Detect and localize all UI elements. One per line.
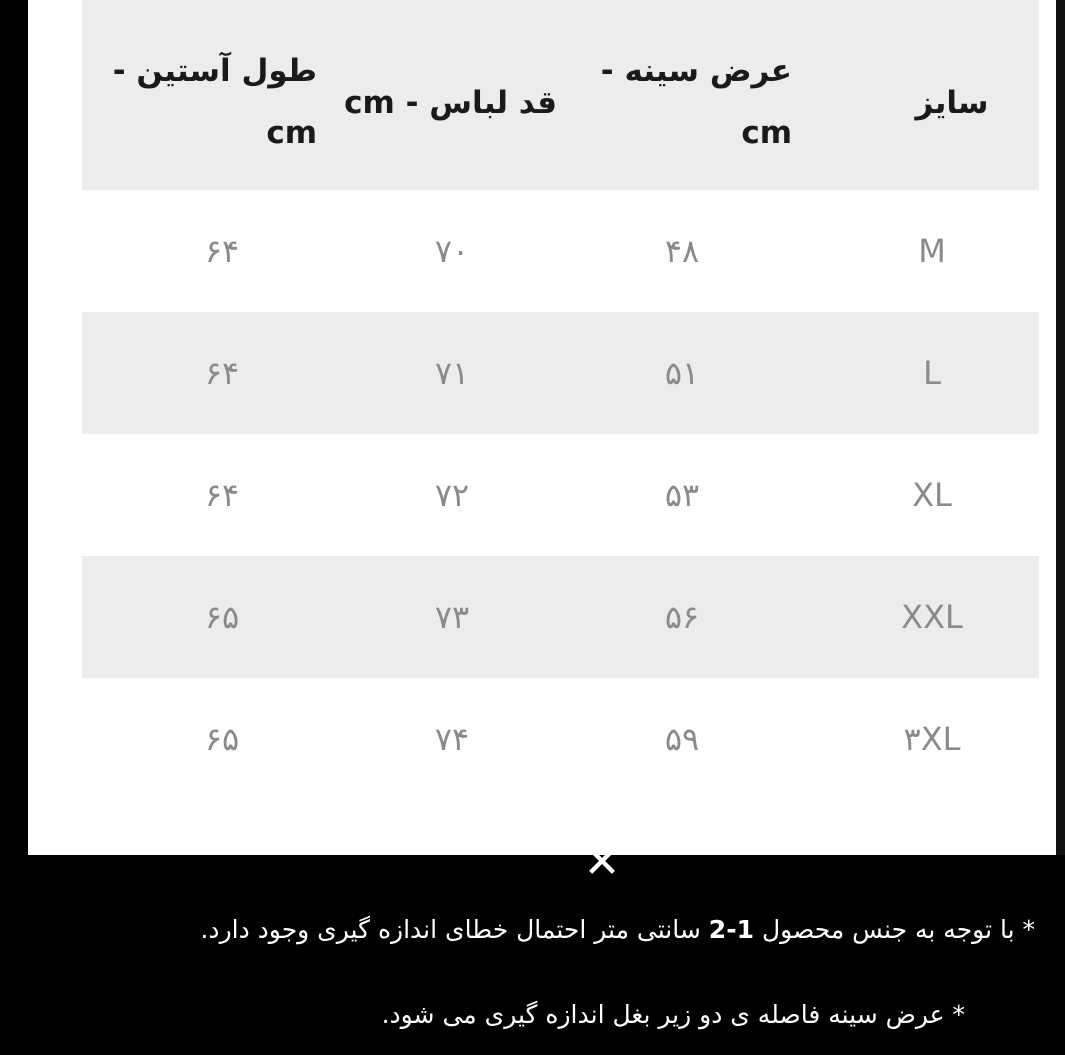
cell-size: XL <box>912 476 952 514</box>
cell-size: XXL <box>901 598 963 636</box>
table-row <box>82 190 1039 312</box>
table-row <box>82 556 1039 678</box>
cell-chest: ۵۱ <box>664 354 700 392</box>
cell-chest: ۵۳ <box>664 476 700 514</box>
cell-sleeve: ۶۴ <box>204 354 240 392</box>
cell-sleeve: ۶۵ <box>204 598 240 636</box>
table-row <box>82 678 1039 800</box>
header-garment-length: قد لباس - cm <box>344 85 557 121</box>
table-header-row <box>82 0 1039 190</box>
header-sleeve-length: طول آستین - cm <box>112 53 317 151</box>
cell-length: ۷۰ <box>434 232 470 270</box>
cell-sleeve: ۶۵ <box>204 720 240 758</box>
cell-size: M <box>918 232 946 270</box>
table-row <box>82 434 1039 556</box>
chest-width-note: * عرض سینه فاصله ی دو زیر بغل اندازه گیری می شود. <box>381 1000 965 1029</box>
cell-length: ۷۱ <box>434 354 470 392</box>
note1-prefix: * با توجه به جنس محصول <box>761 915 1035 944</box>
cell-length: ۷۴ <box>434 720 470 758</box>
cell-size: ۳XL <box>903 720 961 758</box>
header-chest-width: عرض سینه - cm <box>600 53 792 151</box>
close-icon[interactable]: ✕ <box>583 836 621 888</box>
table-row <box>82 312 1039 434</box>
note1-suffix: سانتی متر احتمال خطای اندازه گیری وجود دارد. <box>200 915 701 944</box>
size-table <box>82 0 1039 800</box>
measurement-error-note <box>200 915 1035 944</box>
cell-length: ۷۲ <box>434 476 470 514</box>
header-size: سایز <box>915 85 989 121</box>
cell-sleeve: ۶۴ <box>204 476 240 514</box>
sheet-edge <box>1056 0 1065 855</box>
note1-range: 1-2 <box>708 915 754 944</box>
cell-sleeve: ۶۴ <box>204 232 240 270</box>
cell-chest: ۵۹ <box>664 720 700 758</box>
cell-size: L <box>923 354 941 392</box>
cell-length: ۷۳ <box>434 598 470 636</box>
cell-chest: ۵۶ <box>664 598 700 636</box>
cell-chest: ۴۸ <box>664 232 700 270</box>
